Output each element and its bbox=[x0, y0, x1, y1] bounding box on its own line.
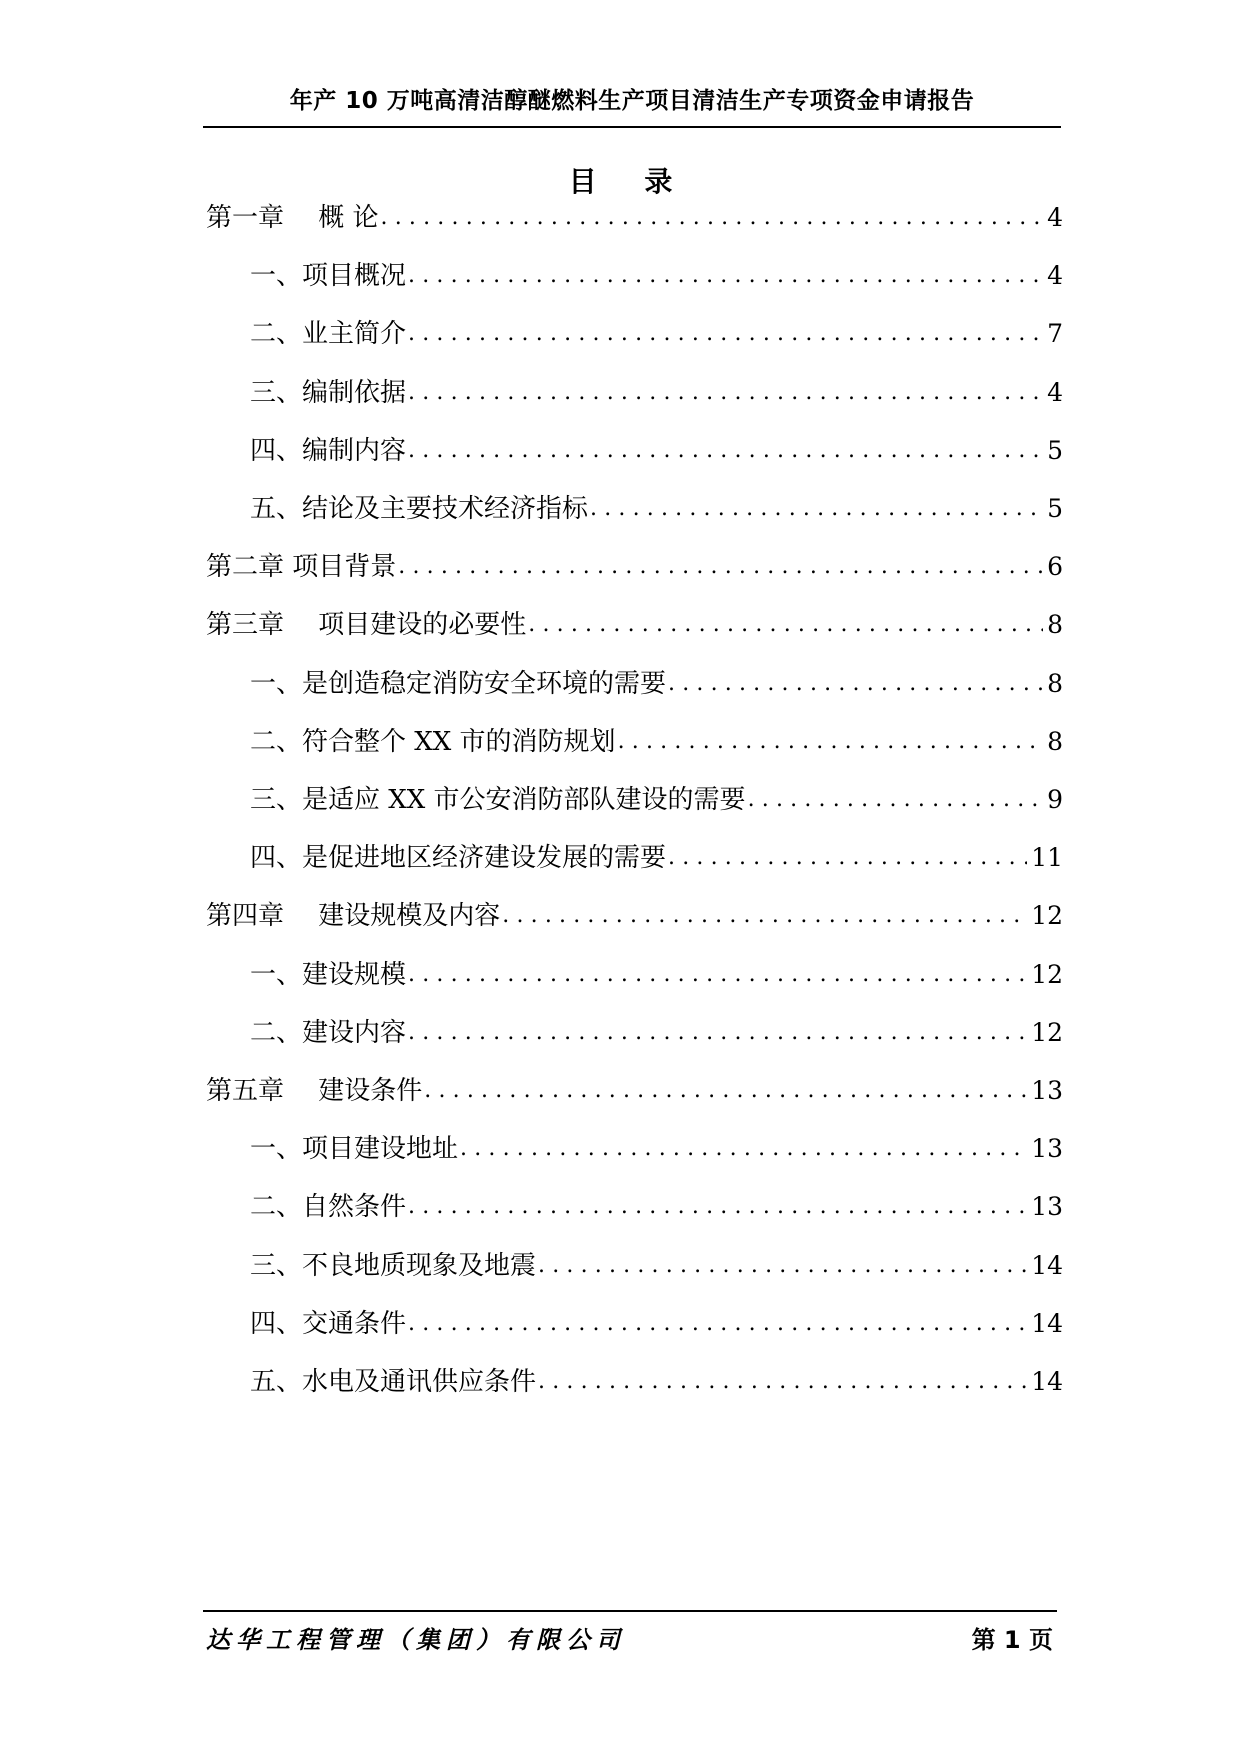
toc-section-entry[interactable] bbox=[250, 722, 1063, 762]
toc-dot-leader bbox=[460, 1129, 1027, 1169]
toc-entry-page-number: 7 bbox=[1047, 319, 1063, 348]
toc-entry-page-number: 6 bbox=[1047, 552, 1063, 581]
toc-entry-label: 四、编制内容 bbox=[250, 436, 407, 466]
toc-entry-label: 一、项目概况 bbox=[250, 261, 407, 291]
toc-section-entry[interactable] bbox=[250, 1304, 1063, 1344]
toc-dot-leader bbox=[748, 780, 1044, 820]
toc-chapter-entry[interactable] bbox=[206, 1071, 1063, 1111]
toc-dot-leader bbox=[398, 547, 1043, 587]
header-divider bbox=[203, 126, 1061, 128]
toc-chapter-entry[interactable] bbox=[206, 547, 1063, 587]
toc-entry-page-number: 5 bbox=[1047, 494, 1063, 523]
toc-entry-label: 二、自然条件 bbox=[250, 1192, 407, 1222]
footer-divider bbox=[203, 1610, 1057, 1612]
toc-heading: 目 录 bbox=[568, 165, 673, 198]
toc-dot-leader bbox=[668, 838, 1027, 878]
toc-entry-label: 四、交通条件 bbox=[250, 1309, 407, 1339]
toc-dot-leader bbox=[528, 605, 1043, 645]
toc-dot-leader bbox=[538, 1362, 1027, 1402]
toc-entry-page-number: 14 bbox=[1031, 1251, 1063, 1280]
toc-dot-leader bbox=[424, 1071, 1027, 1111]
toc-dot-leader bbox=[408, 431, 1043, 471]
toc-entry-page-number: 4 bbox=[1047, 378, 1063, 407]
footer-page-number: 第 1 页 bbox=[971, 1626, 1053, 1654]
toc-section-entry[interactable] bbox=[250, 1187, 1063, 1227]
toc-entry-label: 第二章 项目背景 bbox=[206, 552, 397, 582]
toc-entry-page-number: 9 bbox=[1047, 785, 1063, 814]
toc-entry-page-number: 11 bbox=[1031, 843, 1063, 872]
toc-section-entry[interactable] bbox=[250, 431, 1063, 471]
footer-company-name: 达华工程管理（集团）有限公司 bbox=[206, 1625, 626, 1654]
toc-entry-label: 四、是促进地区经济建设发展的需要 bbox=[250, 843, 667, 873]
toc-chapter-entry[interactable] bbox=[206, 198, 1063, 238]
toc-section-entry[interactable] bbox=[250, 955, 1063, 995]
toc-section-entry[interactable] bbox=[250, 489, 1063, 529]
toc-dot-leader bbox=[408, 314, 1043, 354]
toc-dot-leader bbox=[618, 722, 1044, 762]
toc-dot-leader bbox=[408, 256, 1043, 296]
toc-entry-label: 二、建设内容 bbox=[250, 1018, 407, 1048]
toc-section-entry[interactable] bbox=[250, 664, 1063, 704]
toc-entry-page-number: 14 bbox=[1031, 1309, 1063, 1338]
toc-entry-page-number: 12 bbox=[1031, 960, 1063, 989]
toc-chapter-entry[interactable] bbox=[206, 605, 1063, 645]
toc-entry-label: 第三章 项目建设的必要性 bbox=[206, 610, 527, 640]
toc-entry-page-number: 8 bbox=[1047, 610, 1063, 639]
toc-entry-page-number: 8 bbox=[1047, 669, 1063, 698]
running-header-title: 年产 10 万吨高清洁醇醚燃料生产项目清洁生产专项资金申请报告 bbox=[289, 88, 975, 114]
toc-entry-page-number: 13 bbox=[1031, 1076, 1063, 1105]
toc-entry-label: 三、是适应 XX 市公安消防部队建设的需要 bbox=[250, 785, 746, 815]
toc-dot-leader bbox=[538, 1246, 1027, 1286]
toc-section-entry[interactable] bbox=[250, 1362, 1063, 1402]
toc-entry-label: 二、业主简介 bbox=[250, 319, 407, 349]
toc-section-entry[interactable] bbox=[250, 256, 1063, 296]
toc-dot-leader bbox=[408, 1187, 1027, 1227]
toc-entry-page-number: 14 bbox=[1031, 1367, 1063, 1396]
toc-entry-label: 五、水电及通讯供应条件 bbox=[250, 1367, 537, 1397]
toc-dot-leader bbox=[590, 489, 1043, 529]
toc-dot-leader bbox=[381, 198, 1044, 238]
toc-entry-page-number: 8 bbox=[1047, 727, 1063, 756]
toc-chapter-entry[interactable] bbox=[206, 896, 1063, 936]
toc-dot-leader bbox=[408, 955, 1027, 995]
toc-dot-leader bbox=[668, 664, 1043, 704]
toc-dot-leader bbox=[408, 373, 1043, 413]
toc-section-entry[interactable] bbox=[250, 314, 1063, 354]
toc-entry-page-number: 12 bbox=[1031, 1018, 1063, 1047]
toc-entry-label: 第一章 概 论 bbox=[206, 203, 379, 233]
toc-section-entry[interactable] bbox=[250, 1013, 1063, 1053]
toc-dot-leader bbox=[502, 896, 1027, 936]
toc-entry-page-number: 13 bbox=[1031, 1134, 1063, 1163]
toc-entry-page-number: 4 bbox=[1047, 203, 1063, 232]
toc-section-entry[interactable] bbox=[250, 838, 1063, 878]
toc-entry-page-number: 5 bbox=[1047, 436, 1063, 465]
toc-section-entry[interactable] bbox=[250, 373, 1063, 413]
toc-section-entry[interactable] bbox=[250, 1246, 1063, 1286]
toc-entry-label: 三、编制依据 bbox=[250, 378, 407, 408]
toc-section-entry[interactable] bbox=[250, 780, 1063, 820]
toc-entry-page-number: 13 bbox=[1031, 1192, 1063, 1221]
toc-entry-label: 一、是创造稳定消防安全环境的需要 bbox=[250, 669, 667, 699]
toc-entry-label: 一、建设规模 bbox=[250, 960, 407, 990]
toc-entry-page-number: 4 bbox=[1047, 261, 1063, 290]
toc-section-entry[interactable] bbox=[250, 1129, 1063, 1169]
toc-entry-label: 二、符合整个 XX 市的消防规划 bbox=[250, 727, 616, 757]
toc-entry-page-number: 12 bbox=[1031, 901, 1063, 930]
toc-entry-label: 一、项目建设地址 bbox=[250, 1134, 459, 1164]
toc-entry-label: 三、不良地质现象及地震 bbox=[250, 1251, 537, 1281]
toc-entry-label: 第四章 建设规模及内容 bbox=[206, 901, 501, 931]
toc-entry-label: 第五章 建设条件 bbox=[206, 1076, 423, 1106]
toc-dot-leader bbox=[408, 1013, 1027, 1053]
toc-dot-leader bbox=[408, 1304, 1027, 1344]
toc-entry-label: 五、结论及主要技术经济指标 bbox=[250, 494, 589, 524]
